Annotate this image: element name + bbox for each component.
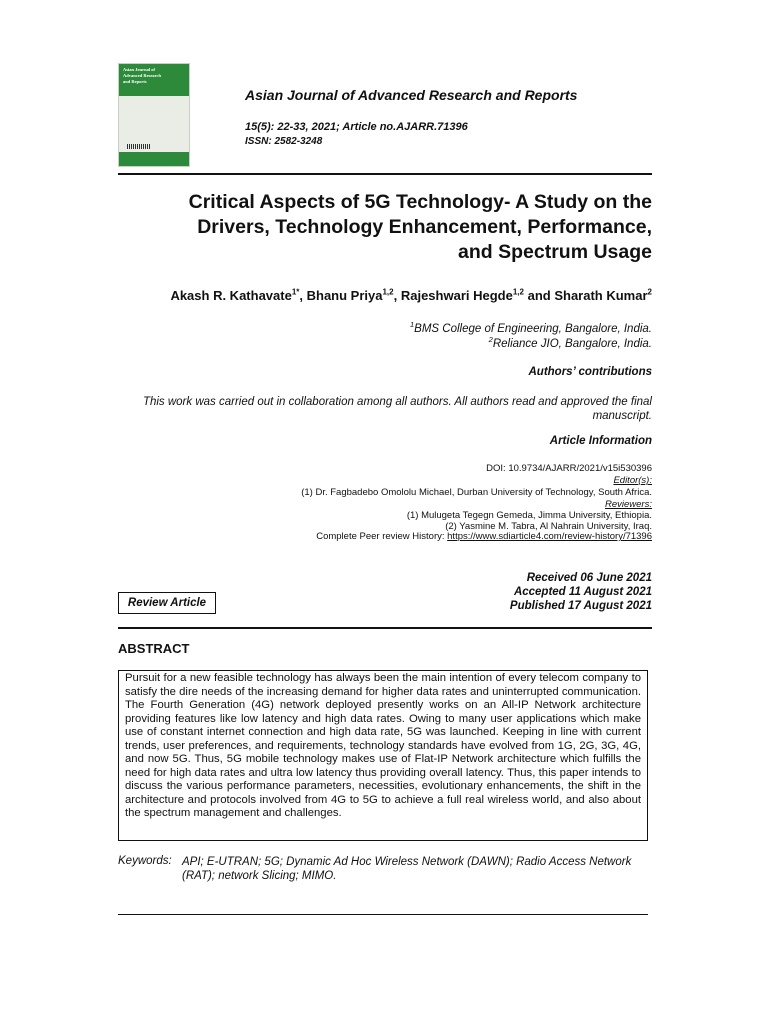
paper-title	[92, 190, 652, 265]
reviewer-2: (2) Yasmine M. Tabra, Al Nahrain University, Iraq.	[445, 521, 652, 532]
contributions-text: This work was carried out in collaboration among all authors. All authors read and approved the final manuscript.	[142, 396, 652, 422]
affiliation-text: BMS College of Engineering, Bangalore, India.	[414, 323, 652, 335]
author-list: Akash R. Kathavate$^{1*}$, Bhanu Priya$^{1,2}$, Rajeshwari Hegde$^{1,2}$ and Sharath Kumar$^2$	[170, 287, 652, 303]
accepted-date: Accepted 11 August 2021	[513, 586, 652, 598]
reviewers-label: Reviewers:	[605, 499, 652, 510]
author-name: Sharath Kumar	[554, 288, 648, 303]
section-divider	[118, 627, 652, 629]
affiliation-2	[488, 335, 652, 350]
author-affiliation-mark: 2	[647, 287, 652, 297]
contributions-heading: Authors’ contributions	[528, 366, 652, 378]
article-info-heading: Article Information	[549, 435, 652, 447]
abstract-text: Pursuit for a new feasible technology has always been the main intention of every telecom company to satisfy the dire needs of the increasing demand for higher data rates and uninterrupted communication. The Fourth Generation (4G) network deployed presently works on an All-IP Network architecture providing features like low latency and high data rates. Owing to many user applications which make use of constant internet connection and high data rate, 5G was launched. Keeping in line with current trends, user preferences, and requirements, technology standards have evolved from 1G, 2G, 3G, 4G, and now 5G. Thus, 5G mobile technology makes use of Flat-IP Network architecture which fulfills the need for high data rates and ultra low latency thus providing overall latency. Thus, this paper intends to discuss the various performance parameters, necessities, evolutionary enhancements, the shift in the architecture and protocols involved from 4G to 5G to achieve a full real wireless world, and also about the spectrum management and challenges.	[118, 670, 648, 841]
affiliation-mark: 1	[410, 320, 415, 330]
title-line: Drivers, Technology Enhancement, Performance,	[197, 216, 652, 238]
author-conjunction: and	[527, 288, 551, 303]
editors-label: Editor(s):	[613, 475, 652, 486]
author-name: Akash R. Kathavate	[170, 288, 292, 303]
cover-barcode	[127, 144, 151, 149]
cover-title-line: and Reports	[123, 79, 147, 84]
keywords-text: API; E-UTRAN; 5G; Dynamic Ad Hoc Wireless Network (DAWN); Radio Access Network (RAT); network Slicing; MIMO.	[182, 856, 632, 882]
author-name: Rajeshwari Hegde	[400, 288, 513, 303]
journal-name: Asian Journal of Advanced Research and Reports	[245, 87, 578, 103]
cover-bottom-strip	[119, 152, 189, 166]
header-divider	[118, 173, 652, 175]
received-date: Received 06 June 2021	[526, 572, 652, 584]
cover-title-band	[119, 64, 189, 96]
abstract-heading: ABSTRACT	[118, 641, 190, 656]
review-history-link[interactable]: https://www.sdiarticle4.com/review-history/71396	[447, 531, 652, 542]
review-history-label: Complete Peer review History:	[316, 531, 445, 542]
article-type-badge: Review Article	[118, 592, 216, 614]
journal-issn: ISSN: 2582-3248	[245, 136, 323, 147]
review-history	[316, 531, 652, 542]
published-date: Published 17 August 2021	[509, 600, 652, 612]
cover-title-line: Advanced Research	[123, 73, 162, 78]
affiliation-text: Reliance JIO, Bangalore, India.	[492, 338, 652, 350]
affiliation-1	[410, 320, 652, 335]
doi: DOI: 10.9734/AJARR/2021/v15i530396	[486, 463, 652, 474]
author-affiliation-mark: 1*	[291, 287, 300, 297]
reviewer-1: (1) Mulugeta Tegegn Gemeda, Jimma University, Ethiopia.	[406, 510, 652, 521]
title-line: and Spectrum Usage	[458, 241, 652, 263]
journal-cover-image	[118, 63, 190, 167]
footer-divider	[118, 914, 648, 915]
title-line: Critical Aspects of 5G Technology- A Study on the	[188, 191, 652, 213]
affiliation-mark: 2	[488, 335, 493, 345]
keywords-label: Keywords:	[118, 855, 172, 867]
editor-1: (1) Dr. Fagbadebo Omololu Michael, Durban University of Technology, South Africa.	[301, 487, 652, 498]
journal-volume: 15(5): 22-33, 2021; Article no.AJARR.71396	[245, 121, 468, 133]
author-affiliation-mark: 1,2	[512, 287, 524, 297]
author-name: Bhanu Priya	[306, 288, 383, 303]
cover-title-line: Asian Journal of	[123, 67, 156, 72]
author-affiliation-mark: 1,2	[382, 287, 394, 297]
